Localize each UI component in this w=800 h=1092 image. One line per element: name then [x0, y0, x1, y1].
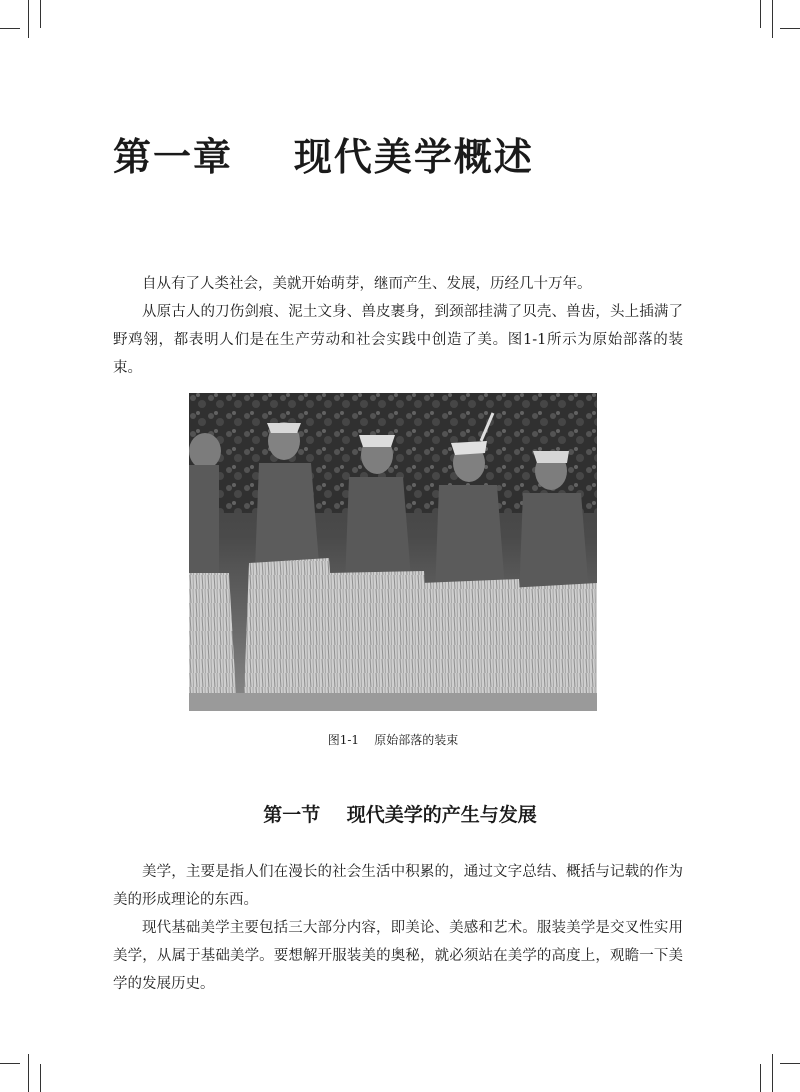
tribal-dancers-photo — [189, 393, 597, 711]
crop-mark — [0, 1063, 20, 1064]
crop-mark — [760, 1064, 761, 1092]
crop-mark — [0, 28, 20, 29]
crop-mark — [40, 1064, 41, 1092]
crop-mark — [780, 28, 800, 29]
section-paragraph: 美学，主要是指人们在漫长的社会生活中积累的，通过文字总结、概括与记载的作为美的形成理论的东西。 — [113, 864, 683, 908]
section-paragraph: 现代基础美学主要包括三大部分内容，即美论、美感和艺术。服装美学是交叉性实用美学，从属于基础美学。要想解开服装美的奥秘，就必须站在美学的高度上，观瞻一下美学的发展历史。 — [113, 920, 683, 992]
crop-mark — [780, 1063, 800, 1064]
crop-mark — [28, 1054, 29, 1092]
intro-paragraph: 从原古人的刀伤剑痕、泥土文身、兽皮裹身，到颈部挂满了贝壳、兽齿，头上插满了野鸡翎，都表明人们是在生产劳动和社会实践中创造了美。图1-1所示为原始部落的装束。 — [113, 304, 683, 376]
crop-mark — [772, 0, 773, 38]
figure-caption: 图1-1 原始部落的装束 — [327, 733, 459, 747]
intro-paragraph: 自从有了人类社会，美就开始萌芽，继而产生、发展，历经几十万年。 — [142, 276, 592, 292]
section-title: 第一节 现代美学的产生与发展 — [263, 804, 537, 826]
crop-mark — [40, 0, 41, 28]
chapter-title: 第一章 现代美学概述 — [113, 135, 534, 179]
crop-mark — [760, 0, 761, 28]
crop-mark — [28, 0, 29, 38]
crop-mark — [772, 1054, 773, 1092]
